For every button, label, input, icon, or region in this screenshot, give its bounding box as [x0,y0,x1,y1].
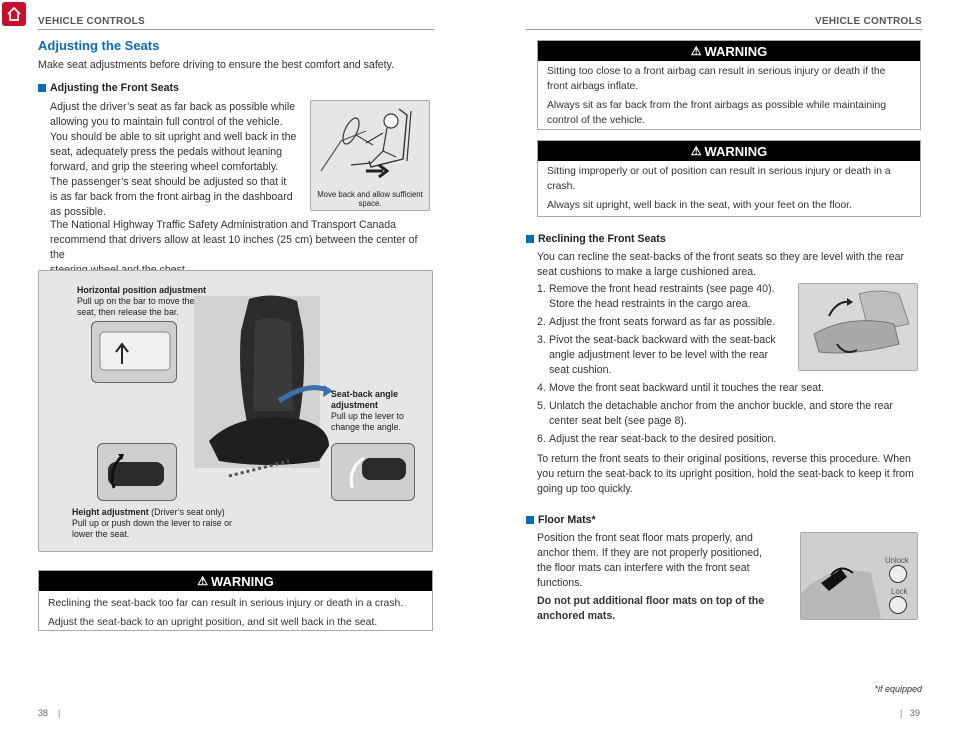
step-line: seat cushion. [549,364,612,376]
horizontal-bar-illustration [92,322,178,384]
warning-line: front airbags inflate. [547,81,639,92]
recline-heading [526,233,666,245]
recline-intro [537,250,922,280]
step-line: center seat belt (see page 8). [549,415,687,427]
nhtsa-paragraph [50,218,435,278]
warning-triangle-icon: ⚠ [197,574,208,588]
right-header-rule [526,29,922,30]
front-seats-heading-label: Adjusting the Front Seats [50,82,179,94]
text-line: you return the seat-back to its upright position, hold the seat-back to keep it from [537,468,914,480]
step-line: Remove the front head restraints (see page 40). [549,283,775,295]
step-number: 5. [537,400,546,412]
bullet-square-icon [526,235,534,243]
seatback-caption-title: Seat-back angle [331,389,398,399]
anchor-lock-icon [889,596,907,614]
warning-line: Sitting improperly or out of position can result in serious injury or death in a [547,166,891,177]
seatback-caption-line: change the angle. [331,422,401,432]
step-number: 2. [537,316,546,328]
horizontal-bar-inset [91,321,177,383]
seatback-lever-inset [331,443,415,501]
seatback-caption [331,389,431,433]
warning-triangle-icon: ⚠ [690,144,702,158]
warning-line: Adjust the seat-back to an upright position, and sit well back in the seat. [48,617,378,628]
seatback-lever-illustration [332,444,416,502]
equipped-footnote: *if equipped [874,684,922,694]
text-line: The passenger’s seat should be adjusted so that it [50,176,287,188]
step-line: Pivot the seat-back backward with the seat-back [549,334,776,346]
step-line: Move the front seat backward until it touches the rear seat. [549,382,824,394]
warning-label: WARNING [210,573,274,589]
text-line: seat cushions to make a large cushioned area. [537,266,757,278]
step-item [537,333,922,378]
text-line: recommend that drivers allow at least 10 inches (25 cm) between the center of the [50,234,418,261]
warning-line: Always sit as far back from the front airbags as possible while maintaining [547,100,887,111]
warning-header [538,141,920,161]
horizontal-caption-line: Pull up on the bar to move the [77,296,195,306]
unlock-label: Unlock [885,556,909,565]
seat-adjustment-figure [38,270,433,552]
driver-position-figure [310,100,430,211]
step-line: Adjust the front seats forward as far as possible. [549,316,776,328]
height-lever-inset [97,443,177,501]
height-caption-line: lower the seat. [72,529,130,539]
page-title: Adjusting the Seats [38,38,160,53]
warning-line: Reclining the seat-back too far can result in serious injury or death in a crash. [48,598,404,609]
warning-triangle-icon: ⚠ [690,44,702,58]
driver-illustration [311,101,429,185]
right-page-number: 39 [910,708,921,718]
warning-body [538,161,920,218]
text-line: To return the front seats to their original positions, reverse this procedure. When [537,453,911,465]
step-item [537,282,922,312]
front-seats-paragraph [50,100,310,220]
text-line: is as far back from the front airbag in the dashboard [50,191,293,203]
height-caption-line: Pull up or push down the lever to raise or [72,518,232,528]
step-item [537,315,922,330]
warning-header [538,41,920,61]
height-caption-title: Height adjustment [72,507,149,517]
return-paragraph [537,452,922,497]
step-item [537,381,922,396]
left-page-number: 38 [38,708,49,718]
text-line: The National Highway Traffic Safety Administration and Transport Canada [50,219,397,231]
floor-mat-figure [800,532,918,620]
text-line: going up too quickly. [537,483,633,495]
text-line: allowing you to maintain full control of the vehicle. [50,116,283,128]
intro-text: Make seat adjustments before driving to ensure the best comfort and safety. [38,59,395,71]
position-warning-box [537,140,921,217]
warning-label: WARNING [704,43,768,59]
anchor-unlock-icon [889,565,907,583]
step-line: Store the head restraints in the cargo area. [549,298,751,310]
step-number: 6. [537,433,546,445]
step-number: 4. [537,382,546,394]
step-line: angle adjustment lever to be level with the rear [549,349,769,361]
floor-mats-heading [526,514,596,526]
warning-body [39,591,432,635]
seatback-caption-title: adjustment [331,400,378,410]
height-caption-suffix: (Driver’s seat only) [148,507,225,517]
height-caption [72,507,282,540]
right-header-title: VEHICLE CONTROLS [814,16,922,27]
text-line: seat, adequately press the pedals without leaning [50,146,283,158]
text-line: Position the front seat floor mats properly, and [537,532,753,544]
text-line: You can recline the seat-backs of the front seats so they are level with the rear [537,251,905,263]
airbag-warning-box [537,40,921,130]
text-line: the floor mats can interfere with the front seat [537,562,750,574]
warning-line: crash. [547,181,576,192]
bold-line: Do not put additional floor mats on top of the [537,595,765,607]
driver-figure-caption: Move back and allow sufficient space. [317,190,423,208]
recline-warning-box [38,570,433,631]
recline-steps-list [537,282,922,447]
left-header-rule [38,29,434,30]
text-line: as possible. [50,206,106,218]
warning-line: Always sit upright, well back in the seat, with your feet on the floor. [547,200,852,211]
right-page-separator: | [900,708,903,718]
warning-header [39,571,432,591]
text-line: anchor them. If they are not properly positioned, [537,547,762,559]
warning-label: WARNING [704,143,768,159]
text-line: You should be able to sit upright and well back in the [50,131,297,143]
warning-line: Sitting too close to a front airbag can result in serious injury or death if the [547,66,886,77]
floor-mats-heading-label: Floor Mats* [538,514,596,526]
horizontal-caption-title: Horizontal position adjustment [77,285,207,295]
text-line: Adjust the driver’s seat as far back as possible while [50,101,296,113]
recline-heading-label: Reclining the Front Seats [538,233,666,245]
horizontal-caption [77,285,217,318]
home-icon[interactable] [2,2,26,26]
bullet-square-icon [38,84,46,92]
step-number: 3. [537,334,546,346]
step-line: Unlatch the detachable anchor from the anchor buckle, and store the rear [549,400,893,412]
horizontal-caption-line: seat, then release the bar. [77,307,179,317]
bold-line: anchored mats. [537,610,616,622]
left-header-title: VEHICLE CONTROLS [38,16,146,27]
step-item [537,432,922,447]
text-line: forward, and grip the steering wheel comfortably. [50,161,279,173]
text-line: functions. [537,577,583,589]
bullet-square-icon [526,516,534,524]
height-lever-illustration [98,444,178,502]
warning-body [538,61,920,133]
front-seats-heading [38,82,179,94]
warning-line: control of the vehicle. [547,115,646,126]
left-page-separator: | [58,708,61,718]
step-item [537,399,922,429]
floor-mats-paragraph [537,531,787,624]
step-line: Adjust the rear seat-back to the desired position. [549,433,777,445]
lock-label: Lock [891,587,908,596]
seatback-caption-line: Pull up the lever to [331,411,404,421]
step-number: 1. [537,283,546,295]
